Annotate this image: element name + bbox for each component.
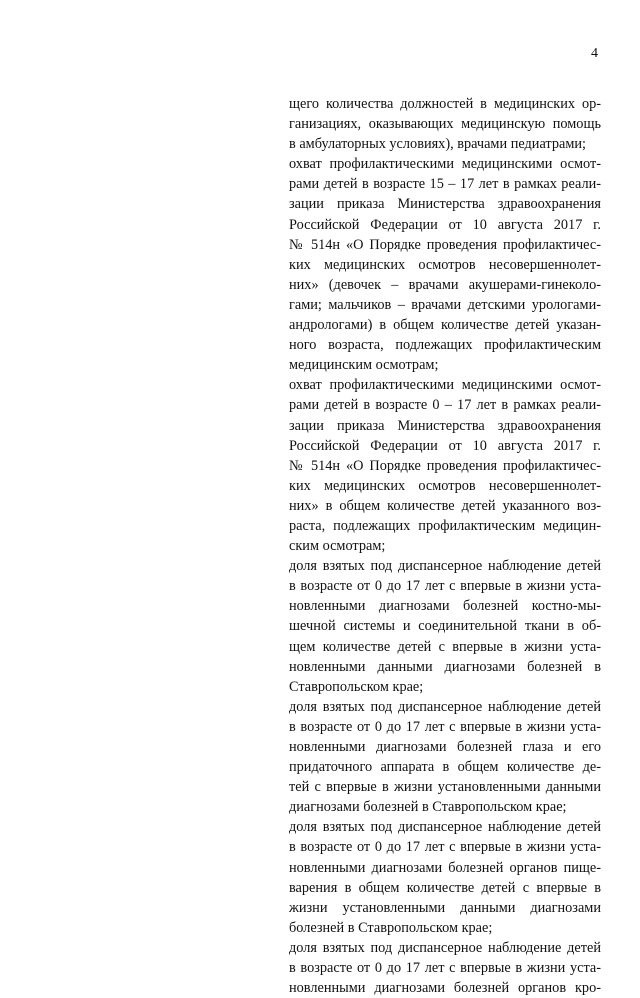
text-line: рами детей в возрасте 15 – 17 лет в рамках реали-: [289, 176, 601, 193]
text-line: раста, подлежащих профилактическим медицин-: [289, 517, 601, 534]
text-line: Ставропольском крае;: [289, 678, 424, 695]
text-line: новленными диагнозами болезней органов кро-: [289, 980, 601, 997]
text-line: охват профилактическими медицинскими осмот-: [289, 377, 601, 394]
text-line: них» в общем количестве детей указанного воз-: [289, 497, 601, 514]
text-line: новленными данными диагнозами болезней в: [289, 658, 601, 675]
text-line: болезней в Ставропольском крае;: [289, 919, 493, 936]
text-line: гами; мальчиков – врачами детскими урологами-: [289, 296, 601, 313]
text-line: диагнозами болезней в Ставропольском крае;: [289, 799, 567, 816]
text-line: ких медицинских осмотров несовершеннолет-: [289, 256, 601, 273]
text-line: охват профилактическими медицинскими осмот-: [289, 156, 601, 173]
text-line: щего количества должностей в медицинских ор-: [289, 96, 601, 112]
text-line: доля взятых под диспансерное наблюдение детей: [289, 558, 601, 575]
text-line: № 514н «О Порядке проведения профилактичес-: [289, 236, 601, 253]
text-line: варения в общем количестве детей с впервые в: [289, 879, 601, 896]
text-line: зации приказа Министерства здравоохранения: [289, 417, 601, 434]
text-line: шечной системы и соединительной ткани в об-: [289, 618, 601, 635]
text-line: новленными диагнозами болезней костно-мы-: [289, 598, 601, 615]
text-line: в амбулаторных условиях), врачами педиатрами;: [289, 136, 587, 153]
text-line: тей с впервые в жизни установленными данными: [289, 779, 601, 796]
text-line: них» (девочек – врачами акушерами-гинеколо-: [289, 276, 601, 293]
text-line: доля взятых под диспансерное наблюдение детей: [289, 939, 601, 956]
text-line: в возрасте от 0 до 17 лет с впервые в жизни уста-: [289, 839, 601, 856]
text-line: андрологами) в общем количестве детей указан-: [289, 317, 601, 334]
text-line: ским осмотрам;: [289, 538, 386, 555]
text-line: в возрасте от 0 до 17 лет с впервые в жизни уста-: [289, 718, 601, 735]
document-body: [289, 94, 601, 998]
text-line: зации приказа Министерства здравоохранения: [289, 196, 601, 213]
text-line: ганизациях, оказывающих медицинскую помощь: [289, 116, 601, 133]
text-line: Российской Федерации от 10 августа 2017 г.: [289, 216, 601, 233]
text-line: в возрасте от 0 до 17 лет с впервые в жизни уста-: [289, 578, 601, 595]
text-line: ких медицинских осмотров несовершеннолет-: [289, 477, 601, 494]
text-line: жизни установленными данными диагнозами: [289, 899, 601, 916]
text-line: рами детей в возрасте 0 – 17 лет в рамках реали-: [289, 397, 601, 414]
text-line: № 514н «О Порядке проведения профилактичес-: [289, 457, 601, 474]
text-line: доля взятых под диспансерное наблюдение детей: [289, 819, 601, 836]
text-line: новленными диагнозами болезней глаза и его: [289, 739, 601, 755]
text-line: щем количестве детей с впервые в жизни уста-: [289, 638, 601, 655]
text-line: ного возраста, подлежащих профилактическим: [289, 337, 601, 354]
text-line: новленными диагнозами болезней органов пище-: [289, 859, 601, 876]
text-line: придаточного аппарата в общем количестве де-: [289, 759, 601, 776]
page-number: 4: [591, 46, 598, 61]
text-line: Российской Федерации от 10 августа 2017 г.: [289, 437, 601, 454]
text-line: в возрасте от 0 до 17 лет с впервые в жизни уста-: [289, 960, 601, 977]
text-line: медицинским осмотрам;: [289, 357, 439, 374]
text-line: доля взятых под диспансерное наблюдение детей: [289, 698, 601, 715]
